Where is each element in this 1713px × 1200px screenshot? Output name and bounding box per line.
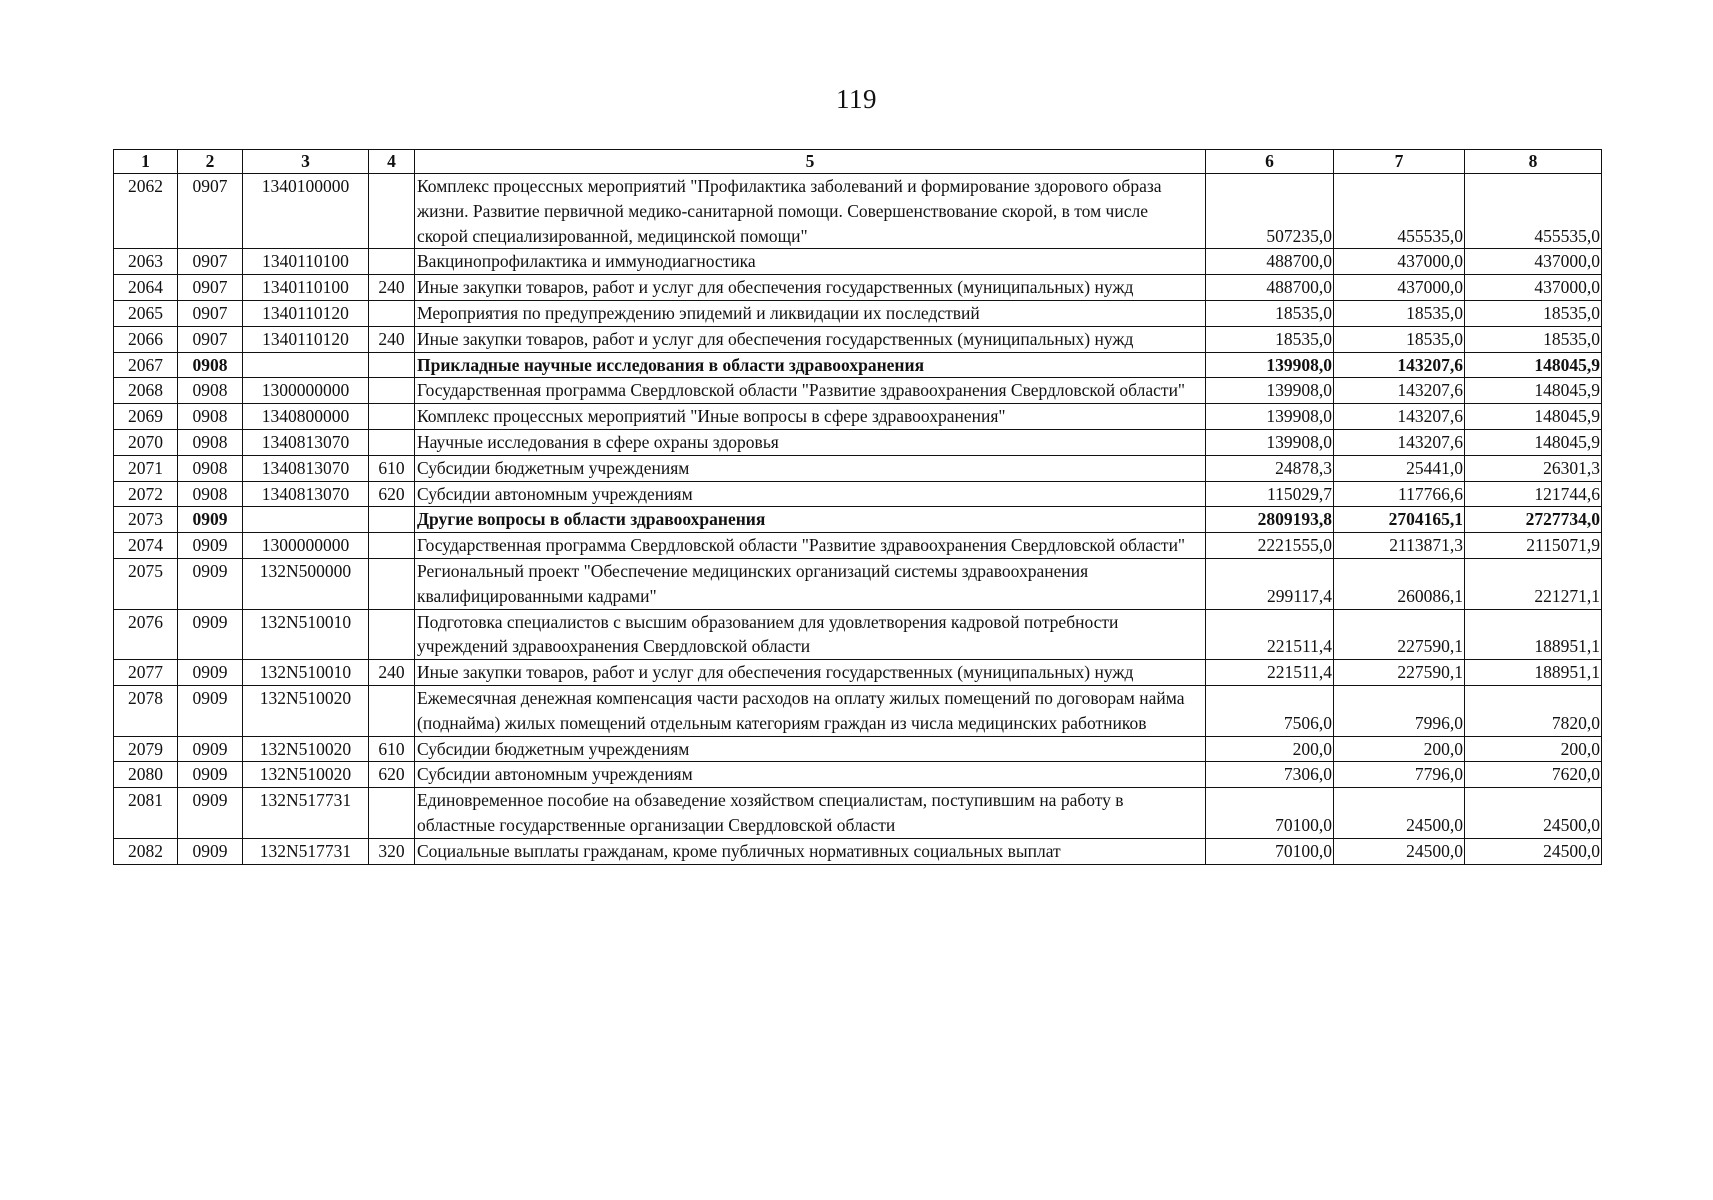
table-row — [114, 507, 1602, 533]
amount-year2-cell: 2704165,1 — [1334, 507, 1465, 533]
amount-year3-cell: 200,0 — [1465, 736, 1602, 762]
table-row — [114, 558, 1602, 609]
description-cell: Комплекс процессных мероприятий "Иные вопросы в сфере здравоохранения" — [415, 404, 1206, 430]
description-cell: Единовременное пособие на обзаведение хозяйством специалистам, поступившим на работу в областные государственные организации Свердловской области — [415, 788, 1206, 839]
table-row — [114, 660, 1602, 686]
description-cell: Государственная программа Свердловской области "Развитие здравоохранения Свердловской области" — [415, 533, 1206, 559]
description-cell: Государственная программа Свердловской области "Развитие здравоохранения Свердловской области" — [415, 378, 1206, 404]
description-cell: Научные исследования в сфере охраны здоровья — [415, 429, 1206, 455]
description-cell: Прикладные научные исследования в области здравоохранения — [415, 352, 1206, 378]
target-code-cell: 1340813070 — [243, 429, 369, 455]
description-cell: Субсидии бюджетным учреждениям — [415, 736, 1206, 762]
amount-year1-cell: 139908,0 — [1206, 378, 1334, 404]
expense-type-cell — [369, 378, 415, 404]
amount-year1-cell: 115029,7 — [1206, 481, 1334, 507]
description-cell: Подготовка специалистов с высшим образованием для удовлетворения кадровой потребности учреждений здравоохранения Свердловской области — [415, 609, 1206, 660]
col-header-3: 3 — [243, 150, 369, 174]
target-code-cell: 1340110120 — [243, 300, 369, 326]
amount-year1-cell: 2809193,8 — [1206, 507, 1334, 533]
section-code-cell: 0909 — [178, 533, 243, 559]
table-row — [114, 326, 1602, 352]
row-number-cell: 2064 — [114, 275, 178, 301]
section-code-cell: 0907 — [178, 249, 243, 275]
description-cell: Ежемесячная денежная компенсация части расходов на оплату жилых помещений по договорам найма (поднайма) жилых помещений отдельным категориям граждан из числа медицинских работников — [415, 685, 1206, 736]
row-number-cell: 2077 — [114, 660, 178, 686]
amount-year3-cell: 148045,9 — [1465, 352, 1602, 378]
row-number-cell: 2063 — [114, 249, 178, 275]
expense-type-cell — [369, 300, 415, 326]
amount-year2-cell: 117766,6 — [1334, 481, 1465, 507]
col-header-2: 2 — [178, 150, 243, 174]
section-code-cell: 0908 — [178, 455, 243, 481]
row-number-cell: 2076 — [114, 609, 178, 660]
amount-year3-cell: 26301,3 — [1465, 455, 1602, 481]
amount-year2-cell: 18535,0 — [1334, 326, 1465, 352]
expense-type-cell: 240 — [369, 326, 415, 352]
amount-year2-cell: 18535,0 — [1334, 300, 1465, 326]
row-number-cell: 2080 — [114, 762, 178, 788]
section-code-cell: 0909 — [178, 788, 243, 839]
amount-year3-cell: 188951,1 — [1465, 660, 1602, 686]
row-number-cell: 2079 — [114, 736, 178, 762]
table-row — [114, 404, 1602, 430]
budget-table — [113, 149, 1602, 865]
expense-type-cell: 620 — [369, 762, 415, 788]
section-code-cell: 0909 — [178, 838, 243, 864]
expense-type-cell: 610 — [369, 736, 415, 762]
amount-year1-cell: 488700,0 — [1206, 275, 1334, 301]
target-code-cell: 1340110100 — [243, 275, 369, 301]
amount-year2-cell: 24500,0 — [1334, 838, 1465, 864]
section-code-cell: 0907 — [178, 174, 243, 249]
table-row — [114, 300, 1602, 326]
target-code-cell — [243, 507, 369, 533]
page-number: 119 — [836, 84, 877, 114]
amount-year3-cell: 2115071,9 — [1465, 533, 1602, 559]
target-code-cell: 1340100000 — [243, 174, 369, 249]
target-code-cell: 1340813070 — [243, 481, 369, 507]
section-code-cell: 0909 — [178, 507, 243, 533]
amount-year1-cell: 221511,4 — [1206, 609, 1334, 660]
target-code-cell: 1300000000 — [243, 533, 369, 559]
expense-type-cell — [369, 558, 415, 609]
target-code-cell: 132N510010 — [243, 660, 369, 686]
row-number-cell: 2073 — [114, 507, 178, 533]
target-code-cell: 132N510020 — [243, 736, 369, 762]
amount-year3-cell: 455535,0 — [1465, 174, 1602, 249]
target-code-cell: 132N500000 — [243, 558, 369, 609]
amount-year1-cell: 488700,0 — [1206, 249, 1334, 275]
row-number-cell: 2072 — [114, 481, 178, 507]
table-row — [114, 685, 1602, 736]
amount-year1-cell: 299117,4 — [1206, 558, 1334, 609]
expense-type-cell — [369, 507, 415, 533]
amount-year3-cell: 148045,9 — [1465, 404, 1602, 430]
col-header-5: 5 — [415, 150, 1206, 174]
col-header-4: 4 — [369, 150, 415, 174]
target-code-cell: 1340110100 — [243, 249, 369, 275]
section-code-cell: 0908 — [178, 481, 243, 507]
expense-type-cell — [369, 788, 415, 839]
table-row — [114, 455, 1602, 481]
description-cell: Социальные выплаты гражданам, кроме публичных нормативных социальных выплат — [415, 838, 1206, 864]
row-number-cell: 2075 — [114, 558, 178, 609]
description-cell: Субсидии автономным учреждениям — [415, 762, 1206, 788]
target-code-cell: 1340110120 — [243, 326, 369, 352]
section-code-cell: 0907 — [178, 275, 243, 301]
amount-year2-cell: 7796,0 — [1334, 762, 1465, 788]
amount-year3-cell: 18535,0 — [1465, 300, 1602, 326]
amount-year2-cell: 227590,1 — [1334, 609, 1465, 660]
amount-year3-cell: 437000,0 — [1465, 275, 1602, 301]
target-code-cell: 132N510020 — [243, 685, 369, 736]
description-cell: Другие вопросы в области здравоохранения — [415, 507, 1206, 533]
section-code-cell: 0908 — [178, 429, 243, 455]
target-code-cell: 1300000000 — [243, 378, 369, 404]
table-row — [114, 788, 1602, 839]
expense-type-cell: 240 — [369, 660, 415, 686]
table-row — [114, 429, 1602, 455]
amount-year1-cell: 7306,0 — [1206, 762, 1334, 788]
expense-type-cell — [369, 609, 415, 660]
section-code-cell: 0909 — [178, 660, 243, 686]
amount-year1-cell: 2221555,0 — [1206, 533, 1334, 559]
col-header-1: 1 — [114, 150, 178, 174]
amount-year1-cell: 139908,0 — [1206, 352, 1334, 378]
amount-year1-cell: 139908,0 — [1206, 429, 1334, 455]
amount-year3-cell: 7620,0 — [1465, 762, 1602, 788]
section-code-cell: 0909 — [178, 736, 243, 762]
expense-type-cell — [369, 429, 415, 455]
amount-year1-cell: 70100,0 — [1206, 788, 1334, 839]
amount-year3-cell: 2727734,0 — [1465, 507, 1602, 533]
amount-year2-cell: 437000,0 — [1334, 275, 1465, 301]
row-number-cell: 2066 — [114, 326, 178, 352]
target-code-cell: 132N517731 — [243, 838, 369, 864]
expense-type-cell — [369, 404, 415, 430]
expense-type-cell: 240 — [369, 275, 415, 301]
amount-year3-cell: 121744,6 — [1465, 481, 1602, 507]
table-row — [114, 481, 1602, 507]
amount-year3-cell: 221271,1 — [1465, 558, 1602, 609]
section-code-cell: 0908 — [178, 378, 243, 404]
table-row — [114, 378, 1602, 404]
section-code-cell: 0909 — [178, 685, 243, 736]
section-code-cell: 0909 — [178, 609, 243, 660]
row-number-cell: 2074 — [114, 533, 178, 559]
amount-year3-cell: 18535,0 — [1465, 326, 1602, 352]
target-code-cell: 132N517731 — [243, 788, 369, 839]
section-code-cell: 0908 — [178, 404, 243, 430]
amount-year1-cell: 7506,0 — [1206, 685, 1334, 736]
target-code-cell: 132N510010 — [243, 609, 369, 660]
col-header-6: 6 — [1206, 150, 1334, 174]
amount-year3-cell: 437000,0 — [1465, 249, 1602, 275]
expense-type-cell — [369, 174, 415, 249]
section-code-cell: 0907 — [178, 326, 243, 352]
section-code-cell: 0909 — [178, 558, 243, 609]
amount-year3-cell: 24500,0 — [1465, 838, 1602, 864]
table-row — [114, 533, 1602, 559]
amount-year1-cell: 18535,0 — [1206, 300, 1334, 326]
table-row — [114, 838, 1602, 864]
row-number-cell: 2067 — [114, 352, 178, 378]
expense-type-cell — [369, 352, 415, 378]
amount-year1-cell: 70100,0 — [1206, 838, 1334, 864]
row-number-cell: 2069 — [114, 404, 178, 430]
description-cell: Субсидии автономным учреждениям — [415, 481, 1206, 507]
amount-year1-cell: 221511,4 — [1206, 660, 1334, 686]
amount-year3-cell: 148045,9 — [1465, 429, 1602, 455]
amount-year3-cell: 188951,1 — [1465, 609, 1602, 660]
table-header-row — [114, 150, 1602, 174]
amount-year3-cell: 148045,9 — [1465, 378, 1602, 404]
row-number-cell: 2082 — [114, 838, 178, 864]
amount-year3-cell: 7820,0 — [1465, 685, 1602, 736]
table-body — [114, 174, 1602, 865]
description-cell: Мероприятия по предупреждению эпидемий и ликвидации их последствий — [415, 300, 1206, 326]
amount-year1-cell: 24878,3 — [1206, 455, 1334, 481]
description-cell: Региональный проект "Обеспечение медицинских организаций системы здравоохранения квалифицированными кадрами" — [415, 558, 1206, 609]
amount-year2-cell: 143207,6 — [1334, 429, 1465, 455]
amount-year2-cell: 7996,0 — [1334, 685, 1465, 736]
expense-type-cell: 320 — [369, 838, 415, 864]
amount-year3-cell: 24500,0 — [1465, 788, 1602, 839]
target-code-cell: 1340800000 — [243, 404, 369, 430]
amount-year2-cell: 227590,1 — [1334, 660, 1465, 686]
row-number-cell: 2078 — [114, 685, 178, 736]
col-header-8: 8 — [1465, 150, 1602, 174]
description-cell: Иные закупки товаров, работ и услуг для обеспечения государственных (муниципальных) нужд — [415, 660, 1206, 686]
row-number-cell: 2081 — [114, 788, 178, 839]
description-cell: Иные закупки товаров, работ и услуг для обеспечения государственных (муниципальных) нужд — [415, 326, 1206, 352]
amount-year2-cell: 24500,0 — [1334, 788, 1465, 839]
amount-year1-cell: 139908,0 — [1206, 404, 1334, 430]
description-cell: Вакцинопрофилактика и иммунодиагностика — [415, 249, 1206, 275]
table-row — [114, 609, 1602, 660]
amount-year2-cell: 200,0 — [1334, 736, 1465, 762]
amount-year2-cell: 455535,0 — [1334, 174, 1465, 249]
description-cell: Иные закупки товаров, работ и услуг для обеспечения государственных (муниципальных) нужд — [415, 275, 1206, 301]
amount-year2-cell: 143207,6 — [1334, 378, 1465, 404]
amount-year2-cell: 25441,0 — [1334, 455, 1465, 481]
row-number-cell: 2070 — [114, 429, 178, 455]
amount-year1-cell: 200,0 — [1206, 736, 1334, 762]
expense-type-cell — [369, 249, 415, 275]
table-row — [114, 762, 1602, 788]
section-code-cell: 0909 — [178, 762, 243, 788]
amount-year2-cell: 143207,6 — [1334, 352, 1465, 378]
amount-year2-cell: 143207,6 — [1334, 404, 1465, 430]
table-row — [114, 275, 1602, 301]
amount-year2-cell: 2113871,3 — [1334, 533, 1465, 559]
table-row — [114, 249, 1602, 275]
table-row — [114, 352, 1602, 378]
table-row — [114, 736, 1602, 762]
amount-year1-cell: 507235,0 — [1206, 174, 1334, 249]
table-row — [114, 174, 1602, 249]
target-code-cell — [243, 352, 369, 378]
expense-type-cell: 610 — [369, 455, 415, 481]
row-number-cell: 2062 — [114, 174, 178, 249]
row-number-cell: 2068 — [114, 378, 178, 404]
expense-type-cell — [369, 533, 415, 559]
section-code-cell: 0908 — [178, 352, 243, 378]
col-header-7: 7 — [1334, 150, 1465, 174]
expense-type-cell — [369, 685, 415, 736]
row-number-cell: 2071 — [114, 455, 178, 481]
section-code-cell: 0907 — [178, 300, 243, 326]
row-number-cell: 2065 — [114, 300, 178, 326]
description-cell: Субсидии бюджетным учреждениям — [415, 455, 1206, 481]
target-code-cell: 132N510020 — [243, 762, 369, 788]
target-code-cell: 1340813070 — [243, 455, 369, 481]
description-cell: Комплекс процессных мероприятий "Профилактика заболеваний и формирование здорового образа жизни. Развитие первичной медико-санитарной помощи. Совершенствование скорой, в том числе скорой специализированной, медицинской помощи" — [415, 174, 1206, 249]
amount-year2-cell: 260086,1 — [1334, 558, 1465, 609]
expense-type-cell: 620 — [369, 481, 415, 507]
amount-year1-cell: 18535,0 — [1206, 326, 1334, 352]
amount-year2-cell: 437000,0 — [1334, 249, 1465, 275]
